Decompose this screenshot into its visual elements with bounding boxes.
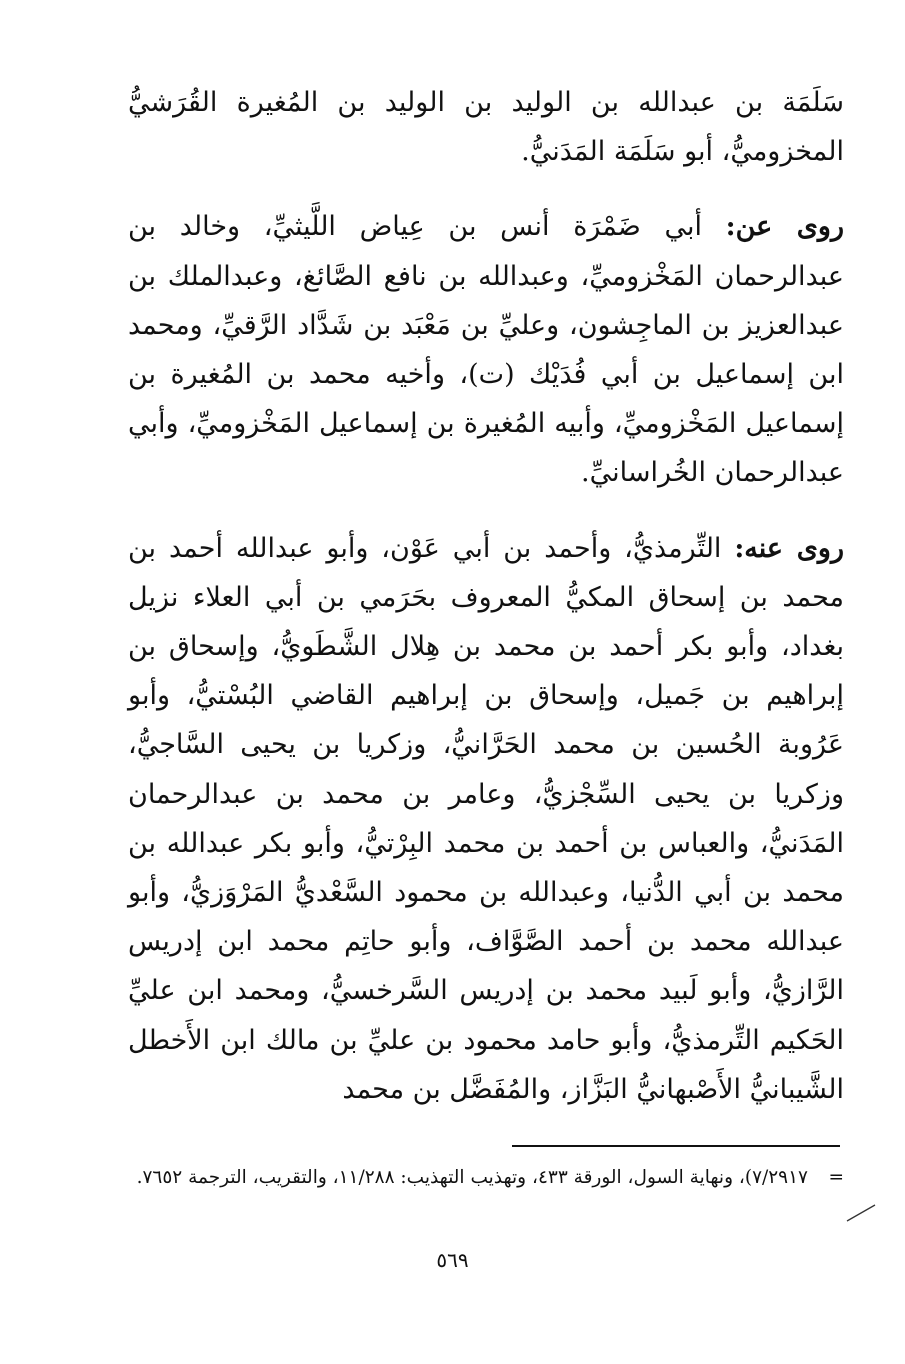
narrated-from-paragraph — [128, 202, 844, 497]
narrated-by-text: التِّرمذيُّ، وأحمد بن أبي عَوْن، وأبو عبدالله أحمد بن محمد بن إسحاق المكيُّ المعروف بحَرَمي بن أبي العلاء نزيل بغداد، وأبو بكر أحمد بن محمد بن هِلال الشَّطَويُّ، وإسحاق بن إبراهيم بن جَميل، وإسحاق بن إبراهيم القاضي البُسْتيُّ، وأبو عَرُوبة الحُسين بن محمد الحَرَّانيُّ، وزكريا بن يحيى السَّاجيُّ، وزكريا بن يحيى السِّجْزيُّ، وعامر بن محمد بن عبدالرحمان المَدَنيُّ، والعباس بن أحمد بن محمد البِرْتيُّ، وأبو بكر عبدالله بن محمد بن أبي الدُّنيا، وعبدالله بن محمود السَّعْديُّ المَرْوَزيُّ، وأبو عبدالله محمد بن أحمد الصَّوَّاف، وأبو حاتِم محمد ابن إدريس الرَّازيُّ، وأبو لَبيد محمد بن إدريس السَّرخسيُّ، ومحمد ابن عليِّ الحَكيم التِّرمذيُّ، وأبو حامد محمود بن عليِّ بن مالك ابن الأَخطل الشَّيبانيُّ الأَصْبهانيُّ البَزَّاز، والمُفَضَّل بن محمد — [128, 532, 844, 1105]
footnote-text: ٧/٢٩١٧)، ونهاية السول، الورقة ٤٣٣، وتهذيب التهذيب: ١١/٢٨٨، والتقريب، الترجمة ٧٦٥٢. — [136, 1167, 808, 1188]
footnote-separator — [512, 1145, 840, 1147]
page-number: ٥٦٩ — [436, 1248, 469, 1272]
footnote-continuation-mark: = — [828, 1167, 844, 1188]
narrated-from-text: أبي ضَمْرَة أنس بن عِياض اللَّيثيِّ، وخالد بن عبدالرحمان المَخْزوميِّ، وعبدالله بن نافع الصَّائغ، وعبدالملك بن عبدالعزيز بن الماجِشون، وعليِّ بن مَعْبَد بن شَدَّاد الرَّقيِّ، ومحمد ابن إسماعيل بن أبي فُدَيْك (ت)، وأخيه محمد بن المُغيرة بن إسماعيل المَخْزوميِّ، وأبيه المُغيرة بن إسماعيل المَخْزوميِّ، وأبي عبدالرحمان الخُراسانيِّ. — [128, 211, 844, 489]
entry-heading: سَلَمَة بن عبدالله بن الوليد بن الوليد بن المُغيرة القُرَشيُّ المخزوميُّ، أبو سَلَمَة المَدَنيُّ. — [128, 87, 844, 168]
narrated-by-paragraph — [128, 524, 844, 1114]
footnote — [128, 1160, 844, 1196]
narrated-from-label: روى عن: — [725, 211, 844, 243]
main-text — [128, 78, 844, 1114]
narrated-by-label: روى عنه: — [734, 532, 844, 564]
margin-pen-mark — [845, 1201, 877, 1223]
